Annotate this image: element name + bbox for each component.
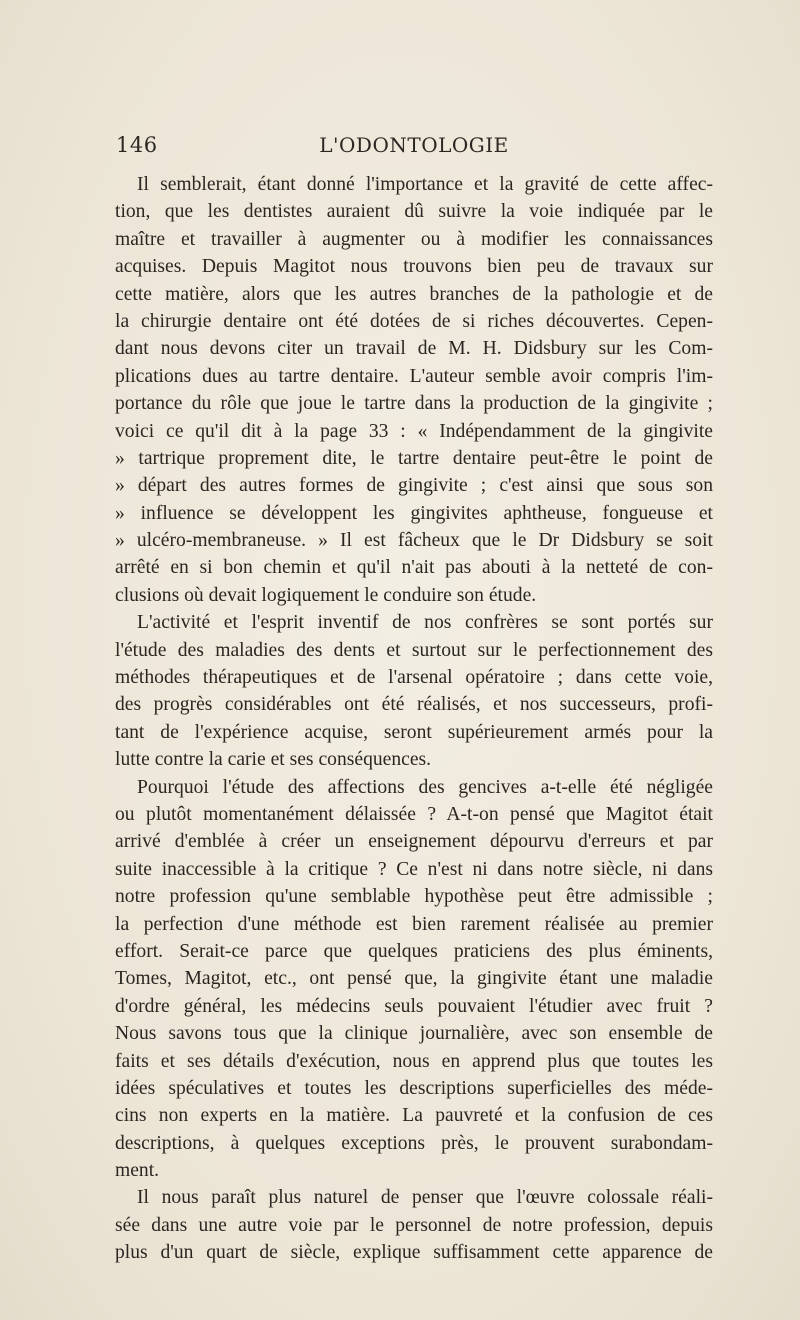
text-line: tion, que les dentistes auraient dû suivre la voie indiquée par le <box>115 201 713 223</box>
text-line: la perfection d'une méthode est bien rarement réalisée au premier <box>115 913 713 935</box>
text-line: ment. <box>115 1160 160 1182</box>
text-line: acquises. Depuis Magitot nous trouvons bien peu de travaux sur <box>115 256 713 278</box>
body-text <box>115 171 713 1267</box>
text-line: plications dues au tartre dentaire. L'auteur semble avoir compris l'im- <box>115 365 713 387</box>
text-line: notre profession qu'une semblable hypothèse peut être admissible ; <box>115 886 713 908</box>
text-line: faits et ses détails d'exécution, nous en apprend plus que toutes les <box>115 1050 713 1072</box>
text-line: Il semblerait, étant donné l'importance et la gravité de cette affec- <box>137 174 713 195</box>
text-line: » influence se développent les gingivites aphtheuse, fongueuse et <box>115 502 713 524</box>
text-line: arrêté en si bon chemin et qu'il n'ait pas abouti à la netteté de con- <box>115 557 713 579</box>
page-number: 146 <box>116 133 158 157</box>
text-line: Tomes, Magitot, etc., ont pensé que, la gingivite étant une maladie <box>115 968 713 990</box>
text-line: suite inaccessible à la critique ? Ce n'est ni dans notre siècle, ni dans <box>115 858 713 880</box>
text-line: d'ordre général, les médecins seuls pouvaient l'étudier avec fruit ? <box>115 995 713 1017</box>
text-line: plus d'un quart de siècle, explique suffisamment cette apparence de <box>115 1242 713 1264</box>
text-line: idées spéculatives et toutes les descriptions superficielles des méde- <box>115 1077 713 1099</box>
text-line: dant nous devons citer un travail de M. H. Didsbury sur les Com- <box>115 338 713 360</box>
text-line: l'étude des maladies des dents et surtout sur le perfectionnement des <box>115 639 713 661</box>
page-header <box>116 133 712 163</box>
text-line: L'activité et l'esprit inventif de nos confrères se sont portés sur <box>137 612 713 634</box>
text-line: cette matière, alors que les autres branches de la pathologie et de <box>115 283 713 305</box>
text-line: voici ce qu'il dit à la page 33 : « Indépendamment de la gingivite <box>115 420 713 442</box>
text-line: clusions où devait logiquement le conduire son étude. <box>115 584 537 606</box>
text-line: descriptions, à quelques exceptions près, le prouvent surabondam- <box>115 1132 713 1154</box>
text-line: » tartrique proprement dite, le tartre dentaire peut-être le point de <box>115 447 713 469</box>
text-line: lutte contre la carie et ses conséquences. <box>115 749 432 771</box>
text-line: Pourquoi l'étude des affections des gencives a-t-elle été négligée <box>137 776 713 798</box>
text-line: » ulcéro-membraneuse. » Il est fâcheux que le Dr Didsbury se soit <box>115 530 713 552</box>
text-line: Il nous paraît plus naturel de penser que l'œuvre colossale réali- <box>137 1187 713 1209</box>
text-line: tant de l'expérience acquise, seront supérieurement armés pour la <box>115 721 713 743</box>
text-line: portance du rôle que joue le tartre dans la production de la gingivite ; <box>115 393 713 415</box>
text-line: des progrès considérables ont été réalisés, et nos successeurs, profi- <box>115 694 713 716</box>
text-line: arrivé d'emblée à créer un enseignement dépourvu d'erreurs et par <box>115 831 713 853</box>
text-line: effort. Serait-ce parce que quelques praticiens des plus éminents, <box>115 940 713 962</box>
running-title: L'ODONTOLOGIE <box>319 133 509 157</box>
text-line: la chirurgie dentaire ont été dotées de si riches découvertes. Cepen- <box>115 310 713 332</box>
text-line: méthodes thérapeutiques et de l'arsenal opératoire ; dans cette voie, <box>115 667 713 689</box>
text-line: cins non experts en la matière. La pauvreté et la confusion de ces <box>115 1105 713 1127</box>
text-line: ou plutôt momentanément délaissée ? A-t-on pensé que Magitot était <box>115 803 713 825</box>
text-line: sée dans une autre voie par le personnel de notre profession, depuis <box>115 1214 713 1236</box>
text-line: Nous savons tous que la clinique journalière, avec son ensemble de <box>115 1023 713 1045</box>
text-line: maître et travailler à augmenter ou à modifier les connaissances <box>115 228 713 250</box>
text-line: » départ des autres formes de gingivite ; c'est ainsi que sous son <box>115 475 713 497</box>
